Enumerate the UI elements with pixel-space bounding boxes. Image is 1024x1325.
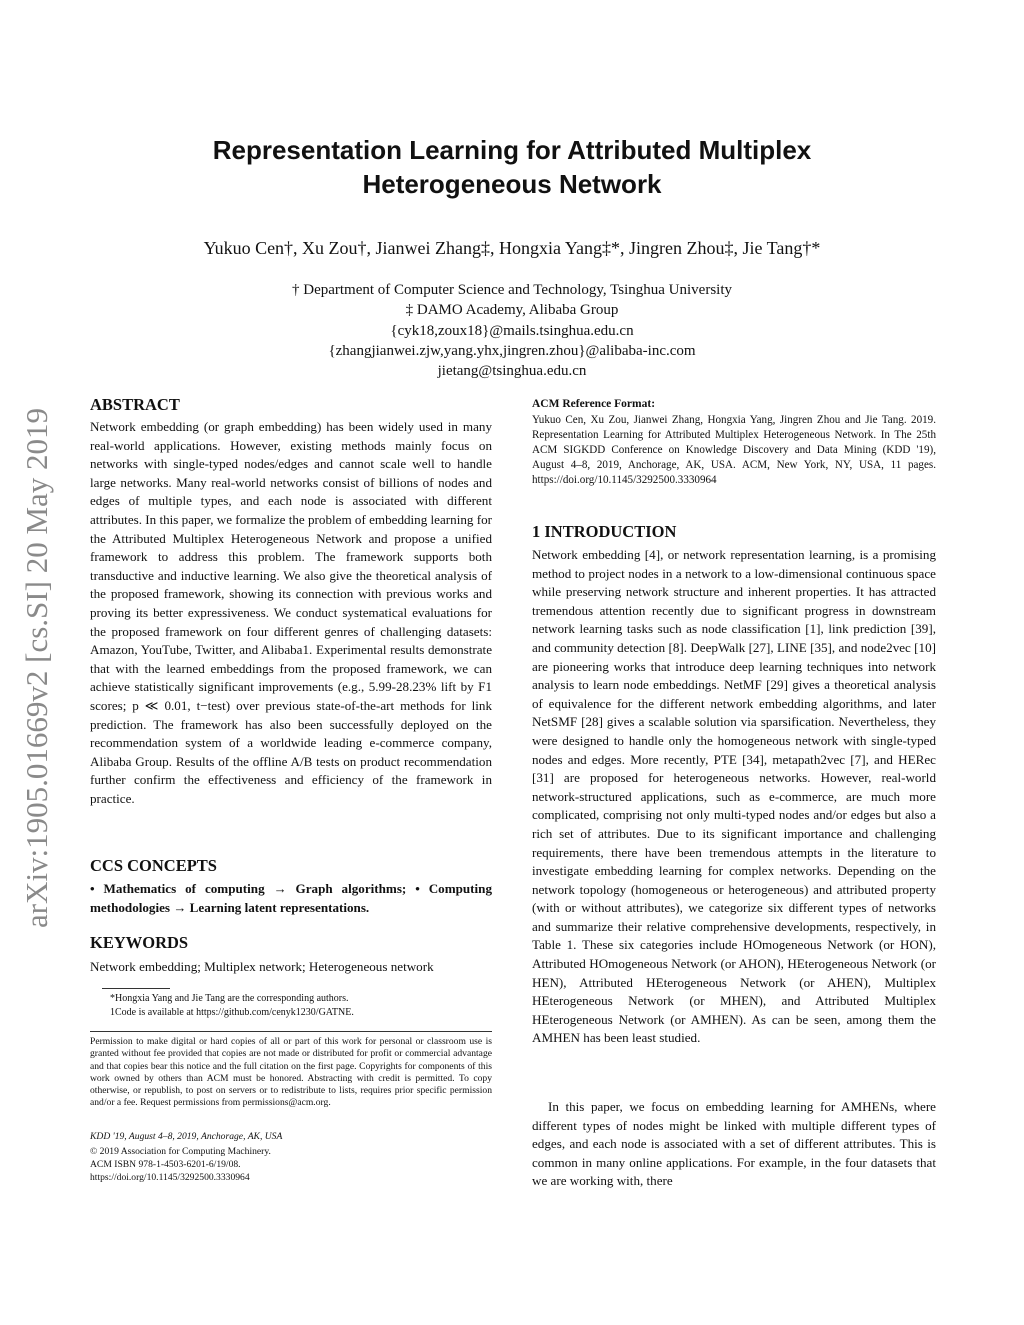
footnote-corresponding: *Hongxia Yang and Jie Tang are the corresponding authors. [110,993,349,1004]
ccs-concepts-heading: CCS CONCEPTS [90,856,217,875]
introduction-heading: 1 INTRODUCTION [532,522,677,541]
isbn-line: ACM ISBN 978-1-4503-6201-6/19/08. [90,1159,241,1170]
doi-link[interactable]: https://doi.org/10.1145/3292500.3330964 [90,1172,250,1183]
email-alibaba: {zhangjianwei.zjw,yang.yhx,jingren.zhou}@alibaba-inc.com [328,342,696,359]
ccs-concepts-text: • Mathematics of computing → Graph algorithms; • Computing methodologies → Learning latent representations. [90,881,492,915]
footnote-rule [102,988,170,989]
keywords-heading: KEYWORDS [90,933,189,952]
affiliations [200,280,824,381]
paper-title [150,133,874,201]
copyright-line: © 2019 Association for Computing Machinery. [90,1146,271,1157]
acm-reference-text: Yukuo Cen, Xu Zou, Jianwei Zhang, Hongxia Yang, Jingren Zhou and Jie Tang. 2019. Representation Learning for Attributed Multiplex Heterogeneous Network. In The 25th ACM SIGKDD Conference on Knowledge Discovery and Data Mining (KDD '19), August 4–8, 2019, Anchorage, AK, USA. ACM, New York, NY, USA, 11 pages. https://doi.org/10.1145/3292500.3330964 [532,414,936,487]
arxiv-identifier-stamp: arXiv:1905.01669v2 [cs.SI] 20 May 2019 [19,407,54,929]
introduction-paragraph-1: Network embedding [4], or network representation learning, is a promising method to project nodes in a network to a low-dimensional continuous space while preserving network structure and inherent properties. It has attracted tremendous attention recently due to significant progress in downstream network learning tasks such as node classification [1], link prediction [39], and community detection [8]. DeepWalk [27], LINE [35], and node2vec [10] are pioneering works that introduce deep learning techniques into network analysis to learn node embeddings. NetMF [29] gives a theoretical analysis of equivalence for the different network embedding algorithms, and later NetSMF [28] gives a scalable solution via sparsification. Nevertheless, they were designed to handle only the homogeneous network with single-typed nodes and edges. More recently, PTE [34], metapath2vec [7], and HERec [31] are proposed for heterogeneous networks. However, real-world network-structured applications, such as e-commerce, are much more complicated, comprising not only multi-typed nodes and/or edges but also a rich set of attributes. Due to its significant importance and challenging requirements, there have been tremendous attempts in the literature to investigate embedding learning for complex networks. Depending on the network topology (homogeneous or heterogeneous) and attributed property (with or without attributes), we categorize six different types of networks and summarize their relative comprehensive developments, respectively, in Table 1. These six categories include HOmogeneous Network (or HON), Attributed HOmogeneous Network (or AHON), HEterogeneous Network (or HEN), Attributed HEterogeneous Network (or AHEN), Multiplex HEterogeneous Network (or MHEN), and Attributed Multiplex HEterogeneous Network (or AMHEN). As can be seen, among them the AMHEN has been least studied. [532,547,936,1046]
affiliation-tsinghua: † Department of Computer Science and Technology, Tsinghua University [291,282,733,298]
abstract-text: Network embedding (or graph embedding) has been widely used in many real-world applications. However, existing methods mainly focus on networks with single-typed nodes/edges and cannot scale well to handle large networks. Many real-world networks consist of billions of nodes and edges of multiple types, and each node is associated with different attributes. In this paper, we formalize the problem of embedding learning for the Attributed Multiplex Heterogeneous Network and propose a unified framework to address this problem. The framework supports both transductive and inductive learning. We also give the theoretical analysis of the proposed framework, showing its connection with previous works and proving its better expressiveness. We conduct systematical evaluations for the proposed framework on four different genres of challenging datasets: Amazon, YouTube, Twitter, and Alibaba1. Experimental results demonstrate that with the learned embeddings from the proposed framework, we can achieve statistically significant improvements (e.g., 5.99-28.23% lift by F1 scores; p ≪ 0.01, t−test) over previous state-of-the-art methods for link prediction. The framework has also been successfully deployed on the recommendation system of a worldwide leading e-commerce company, Alibaba Group. Results of the offline A/B tests on product recommendation further confirm the effectiveness and efficiency of the framework in practice. [90,419,492,806]
affiliation-damo: ‡ DAMO Academy, Alibaba Group [405,302,619,319]
conference-info: KDD '19, August 4–8, 2019, Anchorage, AK, USA [90,1131,283,1142]
permission-notice: Permission to make digital or hard copies of all or part of this work for personal or classroom use is granted without fee provided that copies are not made or distributed for profit or commercial advantage and that copies bear this notice and the full citation on the first page. Copyrights for components of this work owned by others than ACM must be honored. Abstracting with credit is permitted. To copy otherwise, or republish, to post on servers or to redistribute to lists, requires prior specific permission and/or a fee. Request permissions from permissions@acm.org. [90,1036,492,1109]
email-tsinghua-students: {cyk18,zoux18}@mails.tsinghua.edu.cn [390,322,634,339]
email-jietang: jietang@tsinghua.edu.cn [437,363,587,380]
abstract-heading: ABSTRACT [90,395,180,414]
author-list: Yukuo Cen†, Xu Zou†, Jianwei Zhang‡, Hongxia Yang‡*, Jingren Zhou‡, Jie Tang†* [203,238,821,258]
keywords-text: Network embedding; Multiplex network; Heterogeneous network [90,959,434,974]
introduction-paragraph-2: In this paper, we focus on embedding learning for AMHENs, where different types of nodes might be linked with multiple different types of edges, and each node is associated with a set of different attributes. This is common in many online applications. For example, in the four datasets that we are working with, there [532,1099,936,1189]
permission-rule [90,1031,492,1032]
footnote-code-link[interactable]: 1Code is available at https://github.com/cenyk1230/GATNE. [110,1007,354,1018]
title-line-2: Heterogeneous Network [362,169,662,199]
title-line-1: Representation Learning for Attributed Multiplex [212,135,812,165]
acm-reference-heading: ACM Reference Format: [532,398,656,410]
